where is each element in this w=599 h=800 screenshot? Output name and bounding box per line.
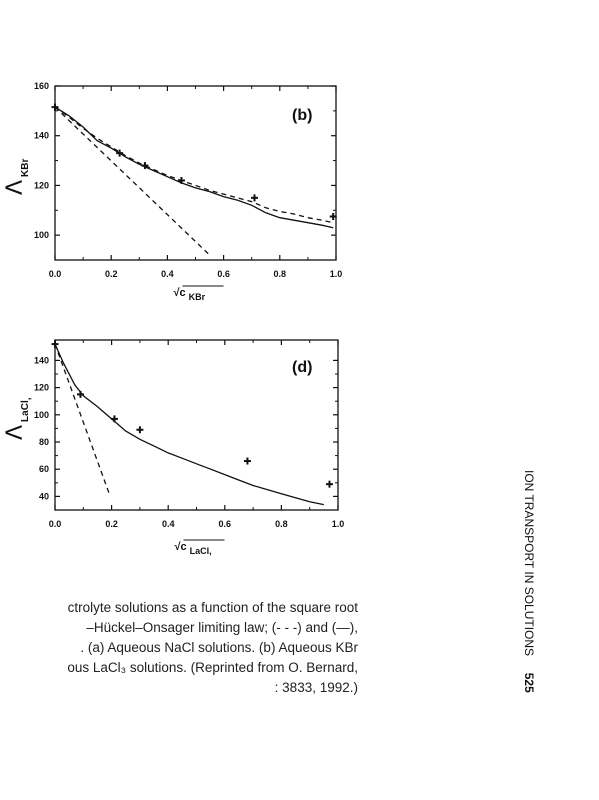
x-tick-label: 1.0 — [331, 519, 345, 529]
data-point-marker — [111, 415, 118, 422]
x-tick-label: 0.0 — [48, 269, 62, 279]
x-tick-label: 0.6 — [217, 269, 230, 279]
caption-line: ctrolyte solutions as a function of the square root — [67, 600, 358, 615]
y-tick-label: 40 — [38, 491, 49, 502]
x-axis-subscript: LaCl — [189, 546, 210, 556]
dashed-curve — [55, 107, 210, 255]
y-axis-label — [3, 397, 33, 440]
figure-caption — [0, 598, 358, 698]
y-tick-label: 120 — [33, 180, 49, 191]
x-tick-label: 0.4 — [161, 269, 174, 279]
data-point-marker — [244, 458, 251, 465]
y-axis-subscript-mark: , — [22, 397, 33, 401]
y-axis-subscript: LaCl — [20, 400, 31, 422]
x-axis-root: √c — [173, 287, 186, 299]
panel-label: (b) — [292, 107, 313, 124]
dashed-curve — [55, 344, 110, 496]
panel-label: (d) — [292, 359, 313, 376]
page-number: 525 — [522, 672, 536, 693]
data-point-marker — [251, 194, 258, 201]
data-point-marker — [136, 426, 143, 433]
y-tick-label: 140 — [33, 355, 49, 366]
running-head — [520, 470, 540, 720]
x-tick-label: 0.6 — [218, 519, 232, 529]
x-tick-label: 0.2 — [105, 519, 118, 529]
caption-line: . (a) Aqueous NaCl solutions. (b) Aqueous KBr — [80, 640, 358, 655]
x-axis-label — [174, 287, 206, 302]
data-point-marker — [178, 177, 185, 184]
data-point-marker — [326, 481, 333, 488]
x-tick-label: 0.2 — [104, 269, 118, 279]
y-tick-label: 120 — [33, 382, 49, 393]
y-tick-label: 100 — [33, 230, 49, 241]
x-axis-subscript: KBr — [188, 292, 206, 302]
y-axis-label — [3, 158, 31, 195]
chart-panel-b — [0, 70, 380, 315]
y-tick-label: 100 — [33, 409, 49, 420]
caption-line: –Hückel–Onsager limiting law; (- - -) and (—), — [86, 620, 358, 635]
y-tick-label: 60 — [38, 464, 49, 475]
solid-curve — [55, 107, 333, 228]
x-tick-label: 0.8 — [275, 519, 288, 529]
x-tick-label: 0.0 — [48, 519, 62, 529]
running-head-text — [522, 470, 536, 693]
caption-line: : 3833, 1992.) — [274, 680, 358, 695]
running-head-title: ION TRANSPORT IN SOLUTIONS — [522, 470, 536, 657]
solid-curve — [55, 344, 324, 505]
y-axis-symbol: Λ — [3, 179, 28, 195]
y-tick-label: 140 — [33, 130, 49, 141]
data-point-marker — [77, 391, 84, 398]
chart-panel-d — [0, 330, 380, 560]
x-axis-root: √c — [174, 541, 187, 553]
data-point-marker — [52, 341, 59, 348]
caption-line: ous LaCl₃ solutions. (Reprinted from O. Bernard, — [67, 660, 358, 675]
x-tick-label: 1.0 — [329, 269, 343, 279]
x-axis-subscript-mark: , — [209, 546, 212, 556]
y-tick-label: 160 — [33, 81, 49, 91]
x-axis-label — [175, 541, 212, 556]
y-axis-subscript: KBr — [20, 158, 31, 177]
y-axis-symbol: Λ — [3, 424, 28, 440]
dashed-curve — [55, 107, 333, 223]
x-tick-label: 0.4 — [161, 519, 175, 529]
x-tick-label: 0.8 — [273, 269, 287, 279]
y-tick-label: 80 — [38, 437, 49, 447]
